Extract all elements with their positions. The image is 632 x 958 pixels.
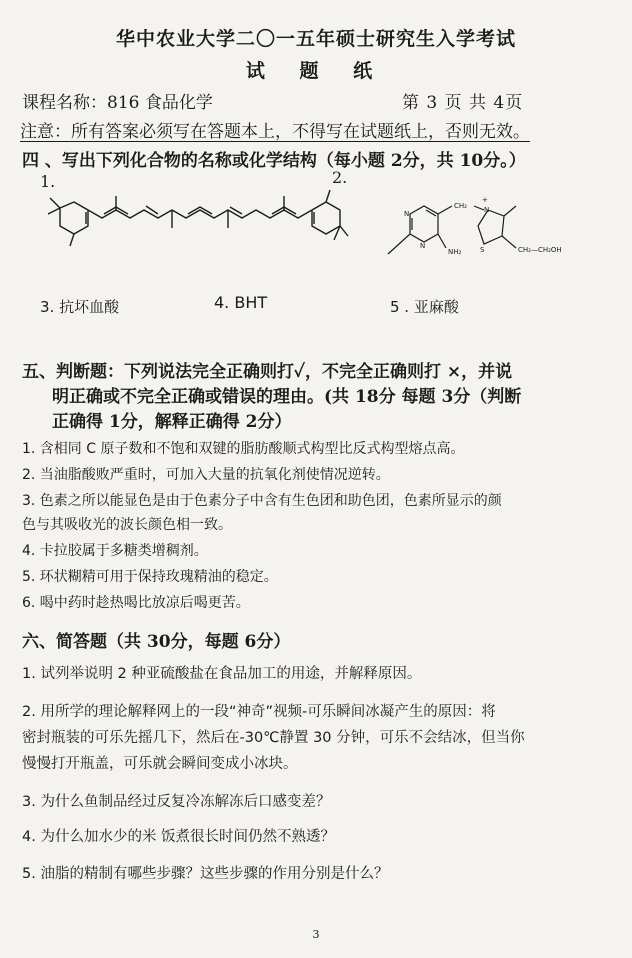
item3-ascorbic-acid: 3. 抗坏血酸: [40, 298, 120, 316]
short-q1: 1. 试列举说明 2 种亚硫酸盐在食品加工的用途，并解释原因。: [22, 666, 422, 682]
pyrimidine-n1-label: N: [404, 210, 410, 218]
pyrimidine-n2-label: N: [420, 242, 426, 250]
tf-item-5: 5. 环状糊精可用于保持玫瑰精油的稳定。: [22, 569, 278, 585]
short-q5: 5. 油脂的精制有哪些步骤？这些步骤的作用分别是什么？: [22, 866, 389, 882]
exam-title: 华中农业大学二〇一五年硕士研究生入学考试: [115, 28, 516, 50]
section5-heading-line2: 明正确或不完全正确或错误的理由。(共 18分 每题 3分（判断: [52, 387, 522, 407]
item5-linolenic-acid: 5 . 亚麻酸: [390, 298, 459, 316]
course-name: 课程名称：816 食品化学: [22, 93, 213, 113]
short-q2-line3: 慢慢打开瓶盖，可乐就会瞬间变成小冰块。: [22, 756, 298, 772]
section5-heading-line3: 正确得 1分，解释正确得 2分）: [52, 412, 292, 432]
short-q4: 4. 为什么加水少的米 饭煮很长时间仍然不熟透？: [22, 829, 336, 845]
item2-number: 2.: [332, 168, 348, 187]
section4-heading: 四 、写出下列化合物的名称或化学结构（每小题 2分，共 10分。）: [22, 151, 526, 171]
sulfur-label: S: [480, 246, 485, 254]
structure-2-thiamine: [380, 196, 570, 276]
tf-item-4: 4. 卡拉胶属于多糖类增稠剂。: [22, 543, 208, 559]
section6-heading: 六、简答题（共 30分，每题 6分）: [22, 632, 291, 652]
nh2-label: NH₂: [448, 248, 462, 256]
notice-line: 注意：所有答案必须写在答题本上，不得写在试题纸上，否则无效。: [20, 122, 530, 142]
short-q3: 3. 为什么鱼制品经过反复冷冻解冻后口感变差？: [22, 794, 331, 810]
exam-subtitle: 试 题 纸: [245, 60, 387, 82]
short-q2-line1: 2. 用所学的理论解释网上的一段“神奇”视频-可乐瞬间冰凝产生的原因：将: [22, 704, 496, 720]
tf-item-3: 3. 色素之所以能显色是由于色素分子中含有生色团和助色团，色素所显示的颜: [22, 493, 502, 509]
item4-bht: 4. BHT: [214, 293, 268, 312]
item1-number: 1.: [40, 172, 56, 191]
section5-heading-line1: 五、判断题：下列说法完全正确则打✓，不完全正确则打 ×，并说: [22, 362, 513, 382]
ch2-label: CH₂: [454, 202, 467, 210]
page-info: 第 3 页 共 4页: [402, 93, 524, 113]
tf-item-2: 2. 当油脂酸败严重时，可加入大量的抗氧化剂使情况逆转。: [22, 467, 390, 483]
structure-1-beta-carotene: [30, 188, 350, 258]
plus-label: +: [482, 196, 488, 204]
ch2ch2oh-label: CH₂—CH₂OH: [518, 246, 562, 254]
short-q2-line2: 密封瓶装的可乐先摇几下，然后在-30℃静置 30 分钟，可乐不会结冰，但当你: [22, 730, 525, 746]
page-number: 3: [312, 928, 320, 941]
tf-item-1: 1. 含相同 C 原子数和不饱和双键的脂肪酸顺式构型比反式构型熔点高。: [22, 441, 465, 457]
thiazole-n-label: N: [484, 206, 490, 214]
tf-item-6: 6. 喝中药时趁热喝比放凉后喝更苦。: [22, 595, 250, 611]
tf-item-3-cont: 色与其吸收光的波长颜色相一致。: [22, 517, 232, 533]
